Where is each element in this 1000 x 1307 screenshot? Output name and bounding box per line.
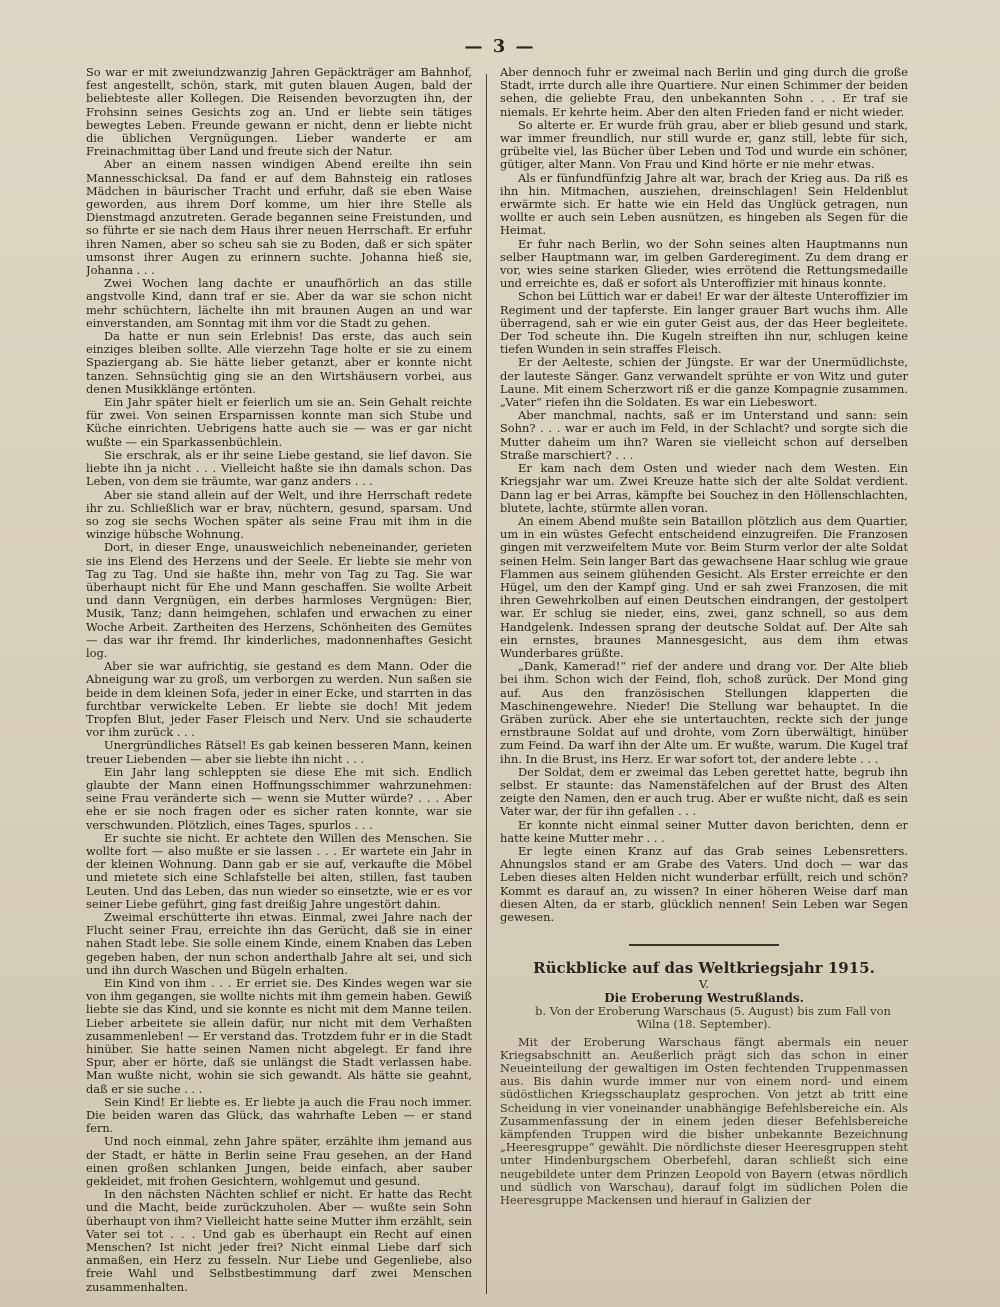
paragraph: Sie erschrak, als er ihr seine Liebe gestand, sie lief davon. Sie liebte ihn ja nicht . . . Vielleicht haßte sie ihn damals schon. Das Leben, von dem sie träumte, war ganz anders . . . (86, 447, 472, 489)
paragraph: Er legte einen Kranz auf das Grab seines Lebensretters. Ahnungslos stand er am Grabe des Vaters. Und doch — war das Leben dieses alten Helden nicht wunderbar erfüllt, reich und schön? Kommt es darauf an, zu wissen? In einer höheren Weise darf man diesen Alten, da er starb, glücklich nennen! Sein Leben war Segen gewesen. (500, 843, 908, 924)
paragraph: Er fuhr nach Berlin, wo der Sohn seines alten Hauptmanns nun selber Hauptmann war, im gelben Garderegiment. Zu dem drang er vor, wies seine starken Glieder, wies errötend die Rettungsmedaille und erreichte es, daß er sofort als Unteroffizier mit hinaus konnte. (500, 236, 908, 291)
paragraph: Aber an einem nassen windigen Abend ereilte ihn sein Mannesschicksal. Da fand er auf dem Bahnsteig ein ratloses Mädchen in bäurischer Tracht und erfuhr, daß sie eben Waise geworden, aus ihrem Dorf komme, um hier ihre Stelle als Dienstmagd anzutreten. Gerade begannen seine Freistunden, und so führte er sie nach dem Haus ihrer neuen Herrschaft. Er erfuhr ihren Namen, aber so scheu sah sie zu Boden, daß er sich später umsonst ihrer Augen zu erinnern suchte. Johanna hieß sie, Johanna . . . (86, 157, 472, 278)
paragraph: Er kam nach dem Osten und wieder nach dem Westen. Ein Kriegsjahr war um. Zwei Kreuze hatte sich der alte Soldat verdient. Dann lag er bei Arras, kämpfte bei Souchez in den Höllenschlachten, blutete, lachte, stürmte allen voran. (500, 461, 908, 515)
paragraph: Er suchte sie nicht. Er achtete den Willen des Menschen. Sie wollte fort — also mußte er sie lassen . . . Er wartete ein Jahr in der kleinen Wohnung. Dann gab er sie auf, verkaufte die Möbel und mietete sich eine Schlafstelle bei alten, stillen, fast tauben Leuten. Und das Leben, das nun wieder so einsetzte, wie er es vor seiner Liebe geführt, ging fast dreißig Jahre ungestört dahin. (86, 830, 472, 911)
section-separator (629, 944, 779, 946)
paragraph: Er der Aelteste, schien der Jüngste. Er war der Unermüdlichste, der lauteste Sänger. Ganz verwandelt sprühte er von Witz und guter Laune. Mit einem Scherzwort riß er die ganze Kompagnie zusammen. „Vater“ riefen ihn die Soldaten. Es war ein Liebeswort. (500, 355, 908, 410)
paragraph: Aber sie war aufrichtig, sie gestand es dem Mann. Oder die Abneigung war zu groß, um verborgen zu werden. Nun saßen sie beide in dem kleinen Sofa, jeder in einer Ecke, und starrten in das furchtbar verwickelte Leben. Er liebte sie doch! Mit jedem Tropfen Blut, jeder Faser Fleisch und Nerv. Und sie schauderte vor ihm zurück . . . (86, 659, 472, 740)
right-column (500, 66, 908, 1298)
paragraph: Unergründliches Rätsel! Es gab keinen besseren Mann, keinen treuer Liebenden — aber sie liebte ihn nicht . . . (86, 738, 472, 766)
section-byline: b. Von der Eroberung Warschaus (5. August) bis zum Fall von Wilna (18. September). (535, 1004, 891, 1032)
paragraph: In den nächsten Nächten schlief er nicht. Er hatte das Recht und die Macht, beide zurückzuholen. Aber — wußte sein Sohn überhaupt von ihm? Vielleicht hatte seine Mutter ihm erzählt, sein Vater sei tot . . . Und gab es überhaupt ein Recht auf einen Menschen? Ist nicht jeder frei? Nicht einmal Liebe darf sich anmaßen, ein Herz zu fesseln. Nur Liebe und Gegenliebe, also freie Wahl und Selbstbestimmung darf zwei Menschen zusammenhalten. (86, 1187, 472, 1294)
paragraph: Schon bei Lüttich war er dabei! Er war der älteste Unteroffizier im Regiment und der tapferste. Ein langer grauer Bart wuchs ihm. Alle überragend, sah er wie ein guter Geist aus, der das Heer begleitete. Der Tod scheute ihn. Die Kugeln streiften ihn nur, schlugen keine tiefen Wunden in sein straffes Fleisch. (500, 289, 908, 357)
paragraph: Zwei Wochen lang dachte er unaufhörlich an das stille angstvolle Kind, dann traf er sie. Aber da war sie schon nicht mehr schüchtern, lächelte ihn mit braunen Augen an und war einverstanden, am Sonntag mit ihm vor die Stadt zu gehen. (86, 276, 472, 330)
paragraph: So alterte er. Er wurde früh grau, aber er blieb gesund und stark, war immer freundlich, nur still wurde er, ganz still, lebte für sich, grübelte viel, las Bücher über Leben und Tod und wurde ein schöner, gütiger, alter Mann. Von Frau und Kind hörte er nie mehr etwas. (500, 117, 908, 172)
paragraph: Da hatte er nun sein Erlebnis! Das erste, das auch sein einziges bleiben sollte. Alle vierzehn Tage holte er sie zu einem Spaziergang ab. Sie hätte lieber getanzt, aber er konnte nicht tanzen. Sehnsüchtig ging sie an den Wirtshäusern vorbei, aus denen Musikklänge ertönten. (86, 329, 472, 396)
paragraph: Ein Kind von ihm . . . Er erriet sie. Des Kindes wegen war sie von ihm gegangen, sie wollte nichts mit ihm gemein haben. Gewiß liebte sie das Kind, und sie konnte es nicht mit dem Manne teilen. Lieber arbeitete sie allein dafür, nur nicht mit dem Verhaßten zusammenleben! — Er verstand das. Trotzdem fuhr er in die Stadt hinüber. Sie hatte seinen Namen nicht abgelegt. Er fand ihre Spur, aber er hörte, daß sie unlängst die Stadt verlassen habe. Man wußte nicht, wohin sie sich gewandt. Als hätte sie geahnt, daß er sie suche . . . (86, 976, 472, 1096)
page-number: — 3 — (464, 36, 536, 57)
section-subtitle: Die Eroberung Westrußlands. (604, 991, 804, 1006)
paragraph: Mit der Eroberung Warschaus fängt abermals ein neuer Kriegsabschnitt an. Aeußerlich prägt sich das schon in einer Neueinteilung der gewaltigen im Osten fechtenden Truppenmassen aus. Bis dahin wurde immer nur von einem nord- und einem südöstlichen Kriegsschauplatz gesprochen. Von jetzt ab tritt eine Scheidung in vier voneinander unabhängige Befehlsbereiche ein. Als Zusammenfassung der in einem jeden dieser Befehlsbereiche kämpfenden Truppen wird die bisher unbekannte Bezeichnung „Heeresgruppe“ gewählt. Die nördlichste dieser Heeresgruppen steht unter Hindenburgschem Oberbefehl, daran schließt sich eine neugebildete unter dem Prinzen Leopold von Bayern (etwas nördlich und südlich von Warschau), darauf folgt im südlichen Polen die Heeresgruppe Mackensen und hierauf in Galizien der (500, 1034, 908, 1208)
left-column (86, 66, 472, 1298)
paragraph: An einem Abend mußte sein Bataillon plötzlich aus dem Quartier, um in ein wüstes Gefecht entscheidend einzugreifen. Die Franzosen gingen mit verzweifeltem Mute vor. Beim Sturm verlor der alte Soldat seinen Helm. Sein langer Bart das gewachsene Haar schlug wie graue Flammen aus seinem glühenden Gesicht. Als Erster erreichte er den Hügel, um den der Kampf ging. Und er sah zwei Franzosen, die mit ihren Gewehrkolben auf einen Deutschen eindrangen, der gestolpert war. Er schlug sie nieder, eins, zwei, ganz schnell, so aus dem Handgelenk. Indessen sprang der deutsche Soldat auf. Der Alte sah ein ernstes, braunes Mannesgesicht, aus dem ihm etwas Wunderbares grüßte. (500, 513, 908, 660)
paragraph: Er konnte nicht einmal seiner Mutter davon berichten, denn er hatte keine Mutter mehr . . . (500, 817, 908, 845)
paragraph: Aber sie stand allein auf der Welt, und ihre Herrschaft redete ihr zu. Schließlich war er brav, nüchtern, gesund, sparsam. Und so zog sie sechs Wochen später als seine Frau mit ihm in die winzige hübsche Wohnung. (86, 487, 472, 542)
paragraph: Als er fünfundfünfzig Jahre alt war, brach der Krieg aus. Da riß es ihn hin. Mitmachen, ausziehen, dreinschlagen! Sein Heldenblut erwärmte sich. Er hatte wie ein Held das Unglück getragen, nun wollte er auch sein Leben ausnützen, es hingeben als Segen für die Heimat. (500, 170, 908, 238)
paragraph: „Dank, Kamerad!“ rief der andere und drang vor. Der Alte blieb bei ihm. Schon wich der Feind, floh, schoß zurück. Der Mond ging auf. Aus den französischen Stellungen klapperten die Maschinengewehre. Nieder! Die Stellung war behauptet. In die Gräben zurück. Aber ehe sie untertauchten, reckte sich der junge ernstbraune Soldat auf und drohte, vom Zorn überwältigt, hinüber zum Feind. Da warf ihn der Alte um. Er wußte, warum. Die Kugel traf ihn. In die Brust, ins Herz. Er war sofort tot, der andere lebte . . . (500, 659, 908, 766)
section-title: Rückblicke auf das Weltkriegsjahr 1915. (533, 959, 875, 978)
paragraph: Der Soldat, dem er zweimal das Leben gerettet hatte, begrub ihn selbst. Er staunte: das Namenstäfelchen auf der Brust des Alten zeigte den Namen, den er auch trug. Aber er wußte nicht, daß es sein Vater war, der für ihn gefallen . . . (500, 764, 908, 819)
paragraph: Ein Jahr lang schleppten sie diese Ehe mit sich. Endlich glaubte der Mann einen Hoffnungsschimmer wahrzunehmen: seine Frau veränderte sich — wenn sie Mutter würde? . . . Aber ehe er sie noch fragen oder es sicher raten konnte, war sie verschwunden. Plötzlich, eines Tages, spurlos . . . (86, 764, 472, 832)
column-divider (486, 74, 487, 1294)
paragraph: So war er mit zweiundzwanzig Jahren Gepäckträger am Bahnhof, fest angestellt, schön, stark, mit guten blauen Augen, bald der beliebteste aller Kollegen. Die Reisenden bevorzugten ihn, der Frohsinn seines Gesichts zog an. Und er liebte sein tätiges bewegtes Leben. Freunde gewann er nicht, denn er liebte nicht die üblichen Vergnügungen. Lieber wanderte er am Freinachmittag über Land und freute sich der Natur. (86, 66, 472, 159)
paragraph: Ein Jahr später hielt er feierlich um sie an. Sein Gehalt reichte für zwei. Von seinen Ersparnissen konnte man sich Stube und Küche einrichten. Uebrigens hatte auch sie — was er gar nicht wußte — ein Sparkassenbüchlein. (86, 395, 472, 449)
paragraph: Aber manchmal, nachts, saß er im Unterstand und sann: sein Sohn? . . . war er auch im Feld, in der Schlacht? und sorgte sich die Mutter daheim um ihn? Waren sie vielleicht schon auf derselben Straße marschiert? . . . (500, 408, 908, 462)
paragraph: Aber dennoch fuhr er zweimal nach Berlin und ging durch die große Stadt, irrte durch alle ihre Quartiere. Nur einen Schimmer der beiden sehen, die geliebte Frau, den unbekannten Sohn . . . Er traf sie niemals. Er kehrte heim. Aber den alten Frieden fand er nicht wieder. (500, 66, 908, 119)
paragraph: Dort, in dieser Enge, unausweichlich nebeneinander, gerieten sie ins Elend des Herzens und der Seele. Er liebte sie mehr von Tag zu Tag. Und sie haßte ihn, mehr von Tag zu Tag. Sie war überhaupt nicht für Ehe und Mann geschaffen. Sie wollte Arbeit und dann Vergnügen, ein derbes harmloses Vergnügen: Bier, Musik, Tanz; dann heimgehen, schlafen und erwachen zu einer Woche Arbeit. Zartheiten des Herzens, Schönheiten des Gemütes — das war ihr fremd. Ihr kinderliches, madonnenhaftes Gesicht log. (86, 540, 472, 660)
paragraph: Zweimal erschütterte ihn etwas. Einmal, zwei Jahre nach der Flucht seiner Frau, erreichte ihn das Gerücht, daß sie in einer nahen Stadt lebe. Sie solle einem Kinde, einem Knaben das Leben gegeben haben, der nun schon anderthalb Jahre alt sei, und sich und ihn durch Waschen und Bügeln erhalten. (86, 910, 472, 977)
section-number: V. (699, 977, 709, 992)
paragraph: Sein Kind! Er liebte es. Er liebte ja auch die Frau noch immer. Die beiden waren das Glück, das wahrhafte Leben — er stand fern. (86, 1094, 472, 1136)
paragraph: Und noch einmal, zehn Jahre später, erzählte ihm jemand aus der Stadt, er hätte in Berlin seine Frau gesehen, an der Hand einen großen schlanken Jungen, beide einfach, aber sauber gekleidet, mit frohen Gesichtern, wohlgemut und gesund. (86, 1134, 472, 1189)
